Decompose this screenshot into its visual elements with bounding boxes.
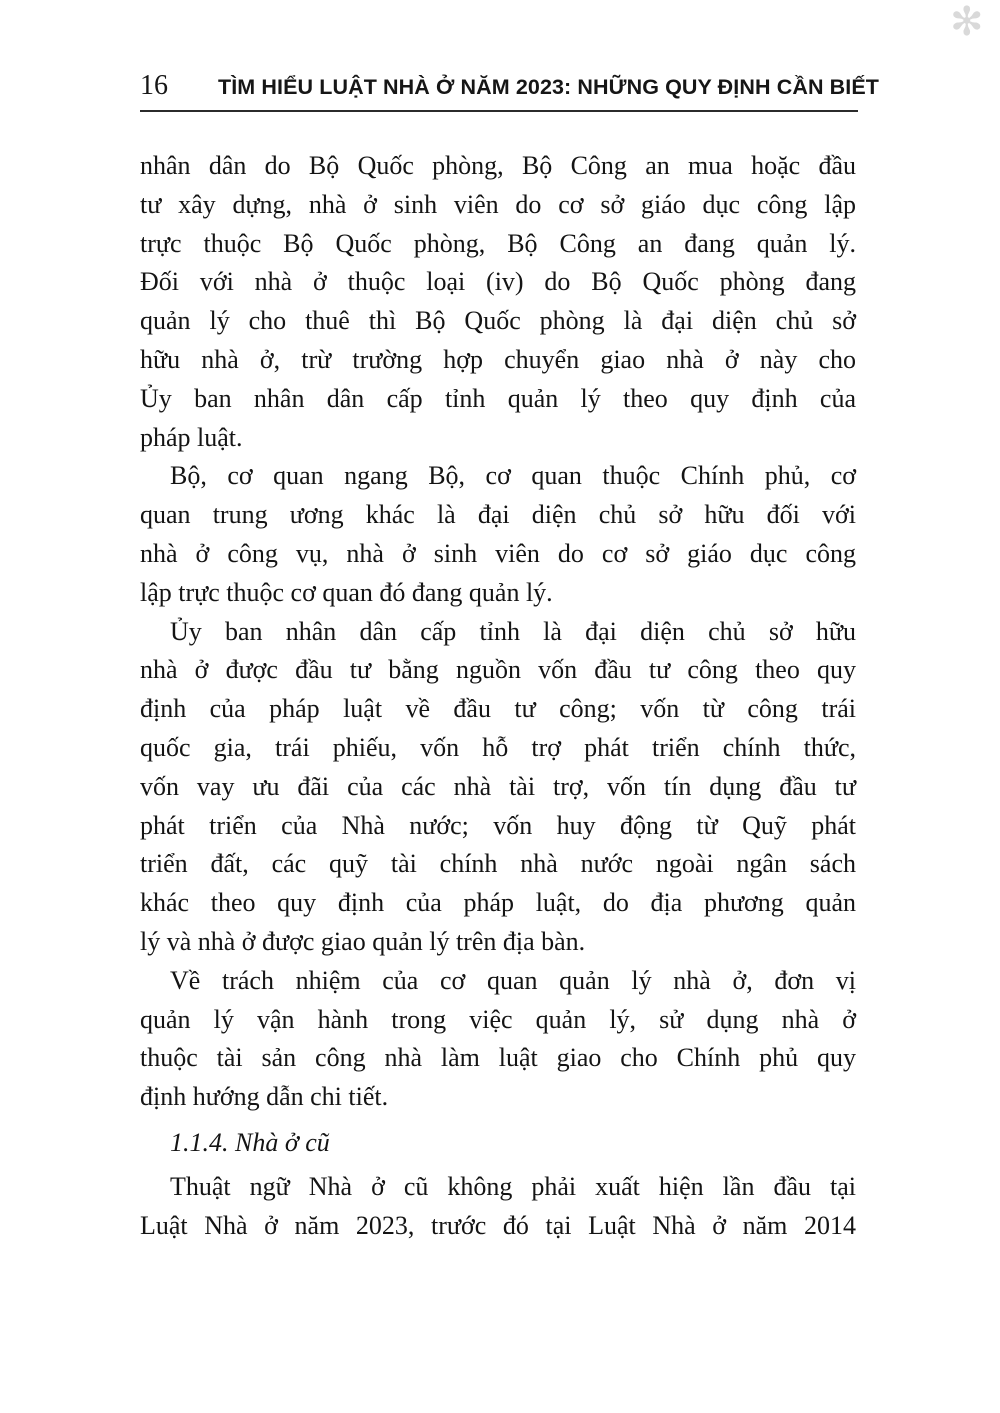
text-line: Thuật ngữ Nhà ở cũ không phải xuất hiện lần đầu tại — [170, 1171, 856, 1201]
page-number: 16 — [140, 70, 168, 101]
page-body — [140, 147, 856, 1245]
paragraph — [140, 147, 856, 457]
text-line: lý và nhà ở được giao quản lý trên địa bàn. — [140, 926, 586, 956]
text-line: nhà ở công vụ, nhà ở sinh viên do cơ sở giáo dục công — [140, 538, 856, 568]
section-heading — [140, 1124, 856, 1163]
flower-watermark-icon: ✻ — [950, 0, 984, 44]
text-line: triển đất, các quỹ tài chính nhà nước ngoài ngân sách — [140, 849, 856, 879]
text-line: tư xây dựng, nhà ở sinh viên do cơ sở giáo dục công lập — [140, 189, 856, 219]
text-line: vốn vay ưu đãi của các nhà tài trợ, vốn tín dụng đầu tư — [140, 771, 856, 801]
text-line: nhân dân do Bộ Quốc phòng, Bộ Công an mua hoặc đầu — [140, 151, 856, 180]
text-line: quản lý vận hành trong việc quản lý, sử dụng nhà ở — [140, 1004, 856, 1034]
page-header — [140, 70, 880, 112]
text-line: khác theo quy định của pháp luật, do địa phương quản — [140, 888, 856, 918]
text-line: Luật Nhà ở năm 2023, trước đó tại Luật Nhà ở năm 2014 — [140, 1210, 856, 1240]
text-line: phát triển của Nhà nước; vốn huy động từ Quỹ phát — [140, 810, 856, 840]
paragraph — [140, 613, 856, 962]
text-line: Bộ, cơ quan ngang Bộ, cơ quan thuộc Chính phủ, cơ — [170, 461, 856, 491]
text-line: định hướng dẫn chi tiết. — [140, 1082, 389, 1112]
text-line: 1.1.4. Nhà ở cũ — [170, 1127, 330, 1157]
text-line: hữu nhà ở, trừ trường hợp chuyển giao nhà ở này cho — [140, 344, 856, 374]
text-line: lập trực thuộc cơ quan đó đang quản lý. — [140, 577, 553, 607]
text-line: quan trung ương khác là đại diện chủ sở hữu đối với — [140, 500, 856, 530]
paragraph — [140, 457, 856, 612]
text-line: quản lý cho thuê thì Bộ Quốc phòng là đại diện chủ sở — [140, 306, 856, 336]
text-line: Đối với nhà ở thuộc loại (iv) do Bộ Quốc phòng đang — [140, 267, 856, 297]
text-line: pháp luật. — [140, 422, 243, 452]
text-line: Ủy ban nhân dân cấp tỉnh là đại diện chủ sở hữu — [170, 616, 856, 646]
text-line: quốc gia, trái phiếu, vốn hỗ trợ phát triển chính thức, — [140, 732, 856, 762]
text-line: nhà ở được đầu tư bằng nguồn vốn đầu tư công theo quy — [140, 655, 856, 685]
text-line: định của pháp luật về đầu tư công; vốn từ công trái — [140, 694, 856, 724]
paragraph — [140, 962, 856, 1117]
text-line: Ủy ban nhân dân cấp tỉnh quản lý theo quy định của — [140, 383, 856, 413]
running-title: TÌM HIỂU LUẬT NHÀ Ở NĂM 2023: NHỮNG QUY ĐỊNH CẦN BIẾT — [218, 75, 880, 99]
text-line: trực thuộc Bộ Quốc phòng, Bộ Công an đang quản lý. — [140, 228, 856, 258]
text-line: thuộc tài sản công nhà làm luật giao cho Chính phủ quy — [140, 1043, 856, 1073]
paragraph — [140, 1168, 856, 1246]
text-line: Về trách nhiệm của cơ quan quản lý nhà ở, đơn vị — [170, 965, 856, 995]
